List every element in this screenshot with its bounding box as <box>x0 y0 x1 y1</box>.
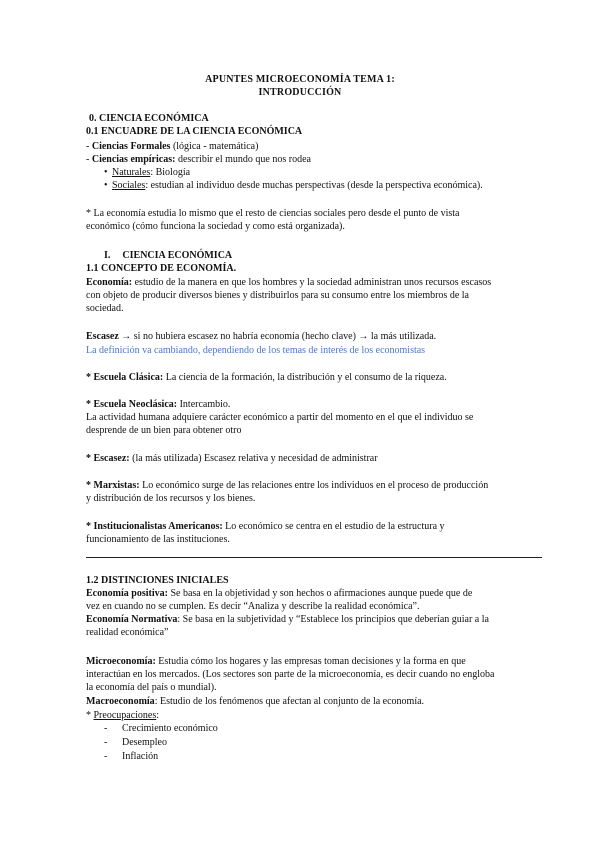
normativa-line-1 <box>86 613 489 626</box>
micro-line-3: la economía del país o mundial). <box>86 682 217 693</box>
sociales-bullet <box>104 179 483 192</box>
bullet-icon: • <box>104 167 108 178</box>
section-1-heading <box>104 249 232 262</box>
list-item-text: Inflación <box>122 751 159 762</box>
escasez-line <box>86 330 436 343</box>
list-item <box>104 750 158 763</box>
institucionalistas-term: * Institucionalistas Americanos: <box>86 521 223 532</box>
marxistas-text-1: Lo económico surge de las relaciones entre los individuos en el proceso de producción <box>139 480 489 491</box>
micro-text-1: Estudia cómo los hogares y las empresas toman decisiones y la forma en que <box>155 656 466 667</box>
positiva-term: Economía positiva: <box>86 588 168 599</box>
section-1-title: CIENCIA ECONÓMICA <box>122 250 233 261</box>
naturales-term: Naturales <box>112 167 151 178</box>
doc-title-line-1: APUNTES MICROECONOMÍA TEMA 1: <box>205 74 395 85</box>
note-line-1: * La economía estudia lo mismo que el resto de ciencias sociales pero desde el punto de vista <box>86 208 460 219</box>
escasez-text: → si no hubiera escasez no habría economía (hecho clave) → la más utilizada. <box>118 331 437 342</box>
list-item <box>104 736 167 749</box>
preocupaciones-prefix: * <box>86 710 94 721</box>
marxistas-line-1 <box>86 479 488 492</box>
horizontal-divider <box>86 557 542 558</box>
naturales-bullet <box>104 166 190 179</box>
micro-line-2: interactúan en los mercados. (Los sectores son parte de la microeconomía, es decir cuando no engloba <box>86 669 495 680</box>
bullet-icon: • <box>104 180 108 191</box>
preocupaciones-term: Preocupaciones <box>93 710 157 721</box>
macro-term: Macroeconomía <box>86 696 155 707</box>
clasica-term: * Escuela Clásica: <box>86 372 164 383</box>
positiva-line-2: vez en cuando no se cumplen. Es decir “Analiza y describe la realidad económica”. <box>86 601 420 612</box>
formales-line <box>86 140 258 153</box>
neoclasica-term: * Escuela Neoclásica: <box>86 399 178 410</box>
formales-term: Ciencias Formales <box>91 141 171 152</box>
micro-term: Microeconomía: <box>86 656 156 667</box>
section-1-2-heading: 1.2 DISTINCIONES INICIALES <box>86 575 229 586</box>
dash-icon: - <box>104 751 108 762</box>
naturales-text: : Biología <box>150 167 191 178</box>
preocupaciones-suffix: : <box>156 710 160 721</box>
escasez-term: Escasez <box>86 331 119 342</box>
list-item-text: Crecimiento económico <box>122 723 218 734</box>
marxistas-term: * Marxistas: <box>86 480 140 491</box>
sociales-text: : estudian al individuo desde muchas perspectivas (desde la perspectiva económica). <box>145 180 483 191</box>
dash-icon: - <box>104 723 108 734</box>
economia-line-1 <box>86 276 491 289</box>
economia-line-2: con objeto de producir diversos bienes y distribuirlos para su consumo entre los miembros de la <box>86 290 469 301</box>
normativa-term: Economía Normativa <box>86 614 178 625</box>
economia-term: Economía: <box>86 277 133 288</box>
note-line-2: económico (cómo funciona la sociedad y como está organizada). <box>86 221 345 232</box>
economia-line-3: sociedad. <box>86 303 124 314</box>
dash-prefix: - <box>86 154 92 165</box>
blue-note-line: La definición va cambiando, dependiendo de los temas de interés de los economistas <box>86 345 426 356</box>
neoclasica-line-3: desprende de un bien para obtener otro <box>86 425 242 436</box>
neoclasica-line-1 <box>86 398 230 411</box>
neoclasica-text: Intercambio. <box>177 399 231 410</box>
escasez2-term: * Escasez: <box>86 453 130 464</box>
marxistas-line-2: y distribución de los recursos y los bienes. <box>86 493 256 504</box>
normativa-text-1: : Se basa en la subjetividad y “Establece los principios que deberían guiar a la <box>177 614 489 625</box>
positiva-line-1 <box>86 587 472 600</box>
dash-prefix: - <box>86 141 92 152</box>
clasica-line <box>86 371 447 384</box>
positiva-text-1: Se basa en la objetividad y son hechos o afirmaciones aunque puede que de <box>167 588 473 599</box>
institucionalistas-line-2: funcionamiento de las instituciones. <box>86 534 230 545</box>
clasica-text: La ciencia de la formación, la distribución y el consumo de la riqueza. <box>163 372 447 383</box>
empiricas-text: describir el mundo que nos rodea <box>175 154 311 165</box>
escasez2-text: (la más utilizada) Escasez relativa y necesidad de administrar <box>129 453 378 464</box>
institucionalistas-line-1 <box>86 520 445 533</box>
sociales-term: Sociales <box>112 180 146 191</box>
institucionalistas-text-1: Lo económico se centra en el estudio de la estructura y <box>222 521 445 532</box>
escasez2-line <box>86 452 378 465</box>
section-0-1-heading: 0.1 ENCUADRE DE LA CIENCIA ECONÓMICA <box>86 126 303 137</box>
formales-text: (lógica - matemática) <box>170 141 259 152</box>
section-1-number: I. <box>104 250 111 261</box>
dash-icon: - <box>104 737 108 748</box>
empiricas-line <box>86 153 311 166</box>
micro-line-1 <box>86 655 466 668</box>
macro-text: : Estudio de los fenómenos que afectan al conjunto de la economía. <box>154 696 425 707</box>
normativa-line-2: realidad económica” <box>86 627 169 638</box>
macro-line <box>86 695 424 708</box>
preocupaciones-line <box>86 709 159 722</box>
neoclasica-line-2: La actividad humana adquiere carácter económico a partir del momento en el que el individuo se <box>86 412 474 423</box>
list-item-text: Desempleo <box>122 737 167 748</box>
doc-title-line-2: INTRODUCCIÓN <box>258 87 342 98</box>
economia-text-1: estudio de la manera en que los hombres y la sociedad administran unos recursos escasos <box>132 277 492 288</box>
section-1-1-heading: 1.1 CONCEPTO DE ECONOMÍA. <box>86 263 237 274</box>
empiricas-term: Ciencias empíricas: <box>91 154 176 165</box>
list-item <box>104 722 218 735</box>
section-0-heading: 0. CIENCIA ECONÓMICA <box>89 113 209 124</box>
